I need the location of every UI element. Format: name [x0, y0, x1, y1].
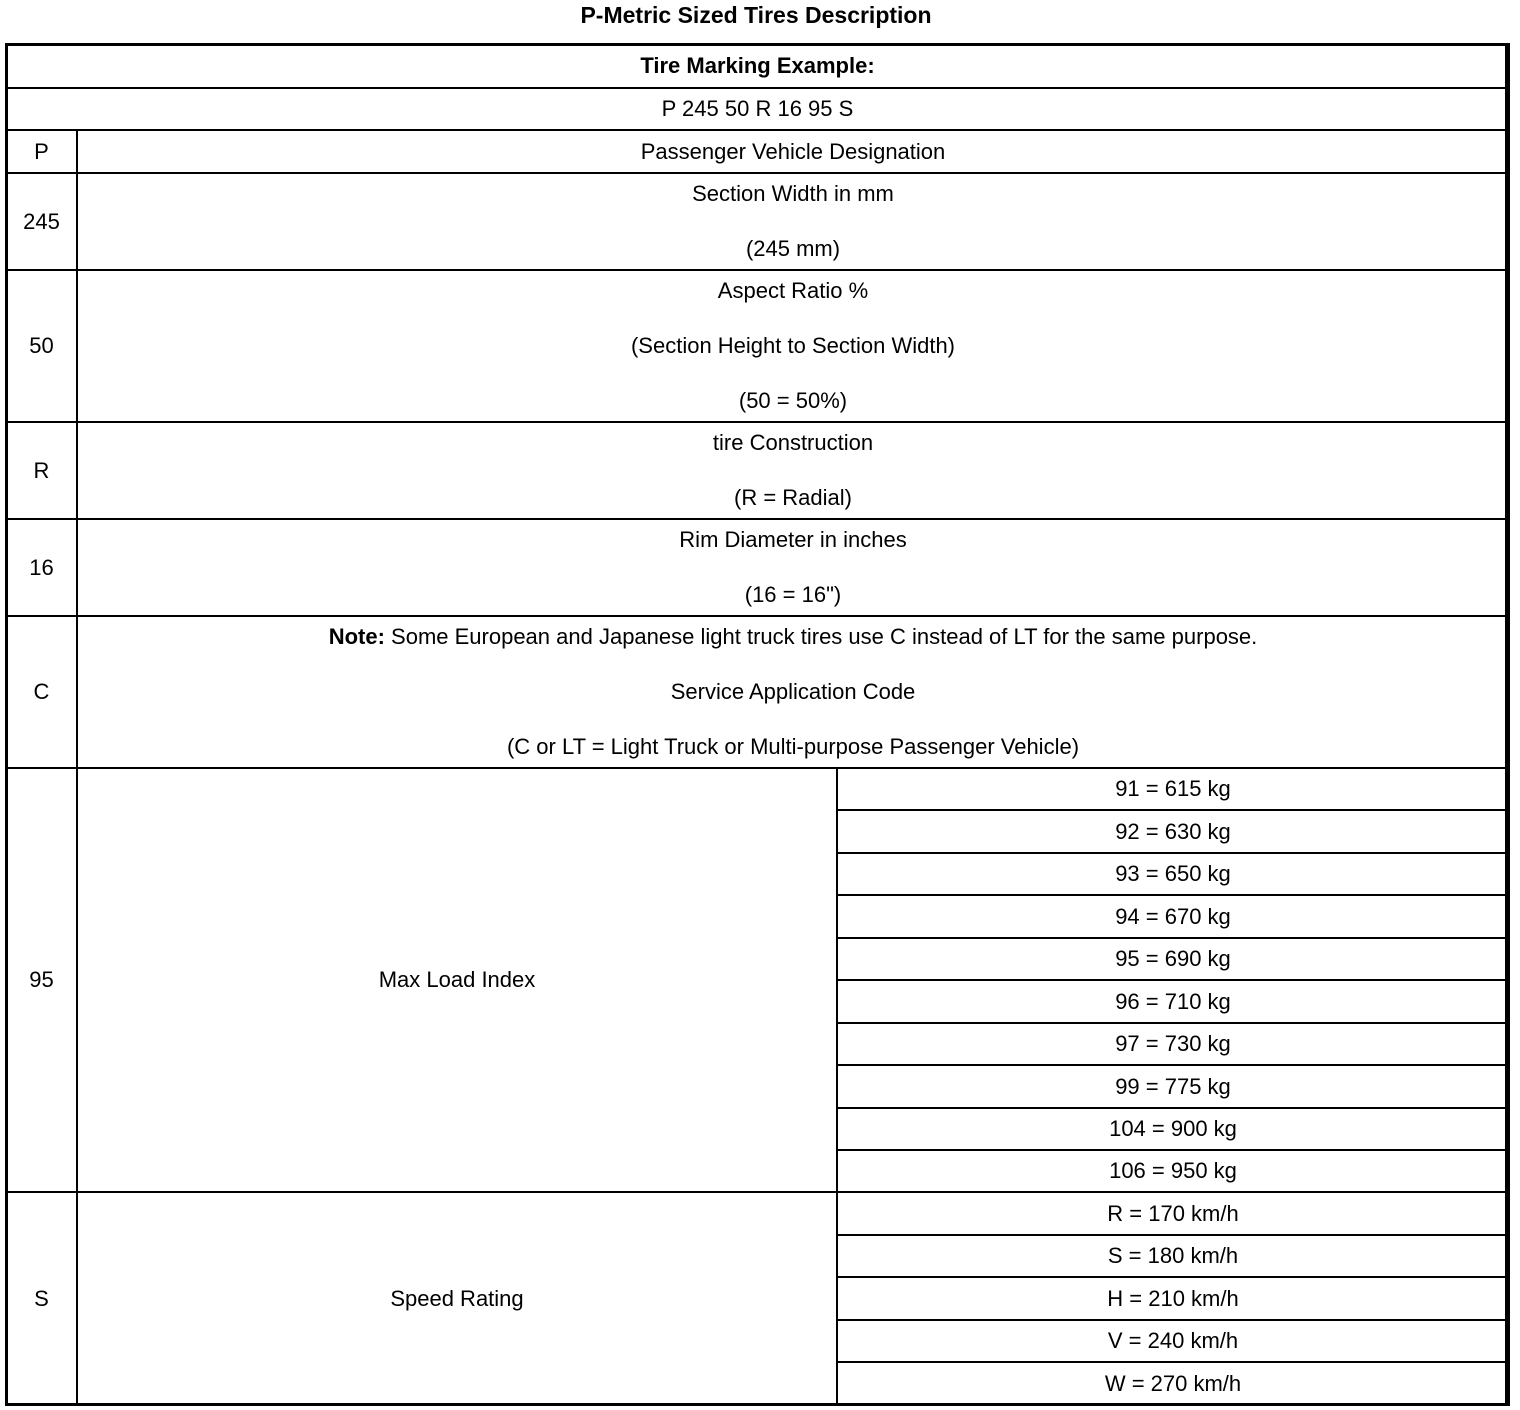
code-cell: C [6, 616, 77, 768]
load-index-value: 92 = 630 kg [837, 810, 1509, 853]
description-line: (Section Height to Section Width) [630, 333, 956, 358]
speed-rating-value: W = 270 km/h [837, 1362, 1509, 1405]
table-header: Tire Marking Example: [6, 44, 1509, 88]
description-line: (16 = 16") [744, 582, 842, 607]
code-cell: R [6, 422, 77, 519]
code-cell: 16 [6, 519, 77, 616]
speed-rating-value: H = 210 km/h [837, 1277, 1509, 1320]
code-cell: 50 [6, 270, 77, 422]
note-text: Some European and Japanese light truck tires use C instead of LT for the same purpose. [384, 624, 1258, 649]
code-cell: S [6, 1192, 77, 1405]
description-line: Aspect Ratio % [717, 278, 869, 303]
speed-rating-value: R = 170 km/h [837, 1192, 1509, 1235]
description-cell: Max Load Index [77, 768, 837, 1192]
code-cell: 95 [6, 768, 77, 1192]
description-line: (245 mm) [745, 236, 841, 261]
description-line: Service Application Code [670, 679, 916, 704]
load-index-value: 104 = 900 kg [837, 1108, 1509, 1150]
note-label: Note: [328, 624, 385, 649]
load-index-value: 93 = 650 kg [837, 853, 1509, 895]
load-index-value: 94 = 670 kg [837, 895, 1509, 938]
description-line: Passenger Vehicle Designation [640, 138, 946, 164]
description-line: (50 = 50%) [738, 388, 848, 413]
code-cell: 245 [6, 173, 77, 270]
description-line: Rim Diameter in inches [679, 527, 907, 552]
code-cell: P [6, 130, 77, 173]
description-line: Section Width in mm [692, 181, 894, 206]
load-index-value: 99 = 775 kg [837, 1065, 1509, 1108]
marking-example: P 245 50 R 16 95 S [6, 88, 1509, 130]
description-line: tire Construction [712, 430, 874, 455]
load-index-value: 95 = 690 kg [837, 938, 1509, 980]
description-line: (C or LT = Light Truck or Multi-purpose Passenger Vehicle) [506, 734, 1080, 759]
load-index-value: 97 = 730 kg [837, 1023, 1509, 1065]
speed-rating-value: S = 180 km/h [837, 1235, 1509, 1277]
load-index-value: 96 = 710 kg [837, 980, 1509, 1023]
load-index-value: 91 = 615 kg [837, 768, 1509, 810]
description-cell: Speed Rating [77, 1192, 837, 1405]
load-index-value: 106 = 950 kg [837, 1150, 1509, 1192]
description-line: (R = Radial) [734, 485, 852, 510]
document-title: P-Metric Sized Tires Description [580, 2, 932, 28]
speed-rating-value: V = 240 km/h [837, 1320, 1509, 1362]
table-outer-border [5, 43, 1508, 1406]
